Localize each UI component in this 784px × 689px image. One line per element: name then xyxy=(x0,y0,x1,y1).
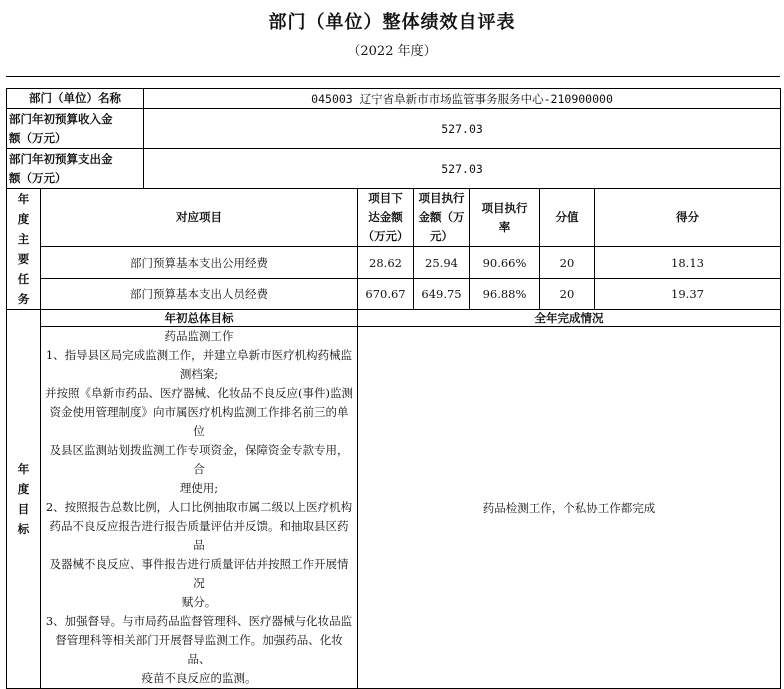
income-value: 527.03 xyxy=(144,109,781,149)
col-rate-header: 项目执行 率 xyxy=(470,189,540,247)
task-score: 19.37 xyxy=(595,278,781,309)
header-divider xyxy=(6,76,780,77)
task-item: 部门预算基本支出公用经费 xyxy=(41,247,358,278)
goals-completion-text: 药品检测工作，个私协工作都完成 xyxy=(358,327,781,689)
col-score-header: 得分 xyxy=(595,189,781,247)
task-rate: 96.88% xyxy=(470,278,540,309)
col-issued-header: 项目下 达金额 （万元） xyxy=(358,189,414,247)
expense-value: 527.03 xyxy=(144,149,781,189)
task-executed: 649.75 xyxy=(414,278,470,309)
goals-side-label: 年 度 目 标 xyxy=(7,310,41,689)
goals-target-header: 年初总体目标 xyxy=(41,310,358,327)
task-rate: 90.66% xyxy=(470,247,540,278)
task-score-value: 20 xyxy=(540,278,595,309)
expense-label-line1: 部门年初预算支出金 xyxy=(9,151,113,166)
tasks-side-label: 年 度 主 要 任 务 xyxy=(7,189,41,310)
col-executed-header: 项目执行 金额（万 元） xyxy=(414,189,470,247)
task-issued: 670.67 xyxy=(358,278,414,309)
goals-completion-header: 全年完成情况 xyxy=(358,310,781,327)
task-executed: 25.94 xyxy=(414,247,470,278)
dept-name-label: 部门（单位）名称 xyxy=(7,89,144,109)
task-score-value: 20 xyxy=(540,247,595,278)
page-title: 部门（单位）整体绩效自评表 xyxy=(268,12,516,33)
task-score: 18.13 xyxy=(595,247,781,278)
page-subtitle: （2022 年度） xyxy=(347,44,437,59)
table-row xyxy=(7,247,781,278)
tasks-header-row xyxy=(7,189,781,247)
task-item: 部门预算基本支出人员经费 xyxy=(41,278,358,309)
table-row xyxy=(7,278,781,309)
expense-row xyxy=(7,149,781,189)
expense-label xyxy=(7,149,144,189)
dept-name-value: 045003 辽宁省阜新市市场监管事务服务中心-210900000 xyxy=(144,89,781,109)
income-label xyxy=(7,109,144,149)
income-row xyxy=(7,109,781,149)
task-issued: 28.62 xyxy=(358,247,414,278)
expense-label-line2: 额（万元） xyxy=(9,170,67,185)
goals-header-row xyxy=(7,310,781,327)
goals-target-text: 药品监测工作 1、指导县区局完成监测工作，并建立阜新市医疗机构药械监 测档案; 并按照《阜新市药品、医疗器械、化妆品不良反应(事件)监测 资金使用管理制度》向市属医疗机构监测工作排名前三的单位 及县区监测站划拨监测工作专项资金，保障资金专款专用，合 理使用; 2、按照报告总数比例，人口比例抽取市属二级以上医疗机构 药品不良反应报告进行报告质量评估并反馈。和抽取县区药品 及器械不良反应、事件报告进行质量评估并按照工作开展情况 赋分。 3、加强督导。与市局药品监督管理科、医疗器械与化妆品监 督管理科等相关部门开展督导监测工作。加强药品、化妆品、 疫苗不良反应的监测。 xyxy=(41,327,358,689)
income-label-line2: 额（万元） xyxy=(9,130,67,145)
performance-table xyxy=(6,88,781,689)
income-label-line1: 部门年初预算收入金 xyxy=(9,111,113,126)
dept-name-row xyxy=(7,89,781,109)
goals-body-row xyxy=(7,327,781,689)
col-score-value-header: 分值 xyxy=(540,189,595,247)
col-item-header: 对应项目 xyxy=(41,189,358,247)
